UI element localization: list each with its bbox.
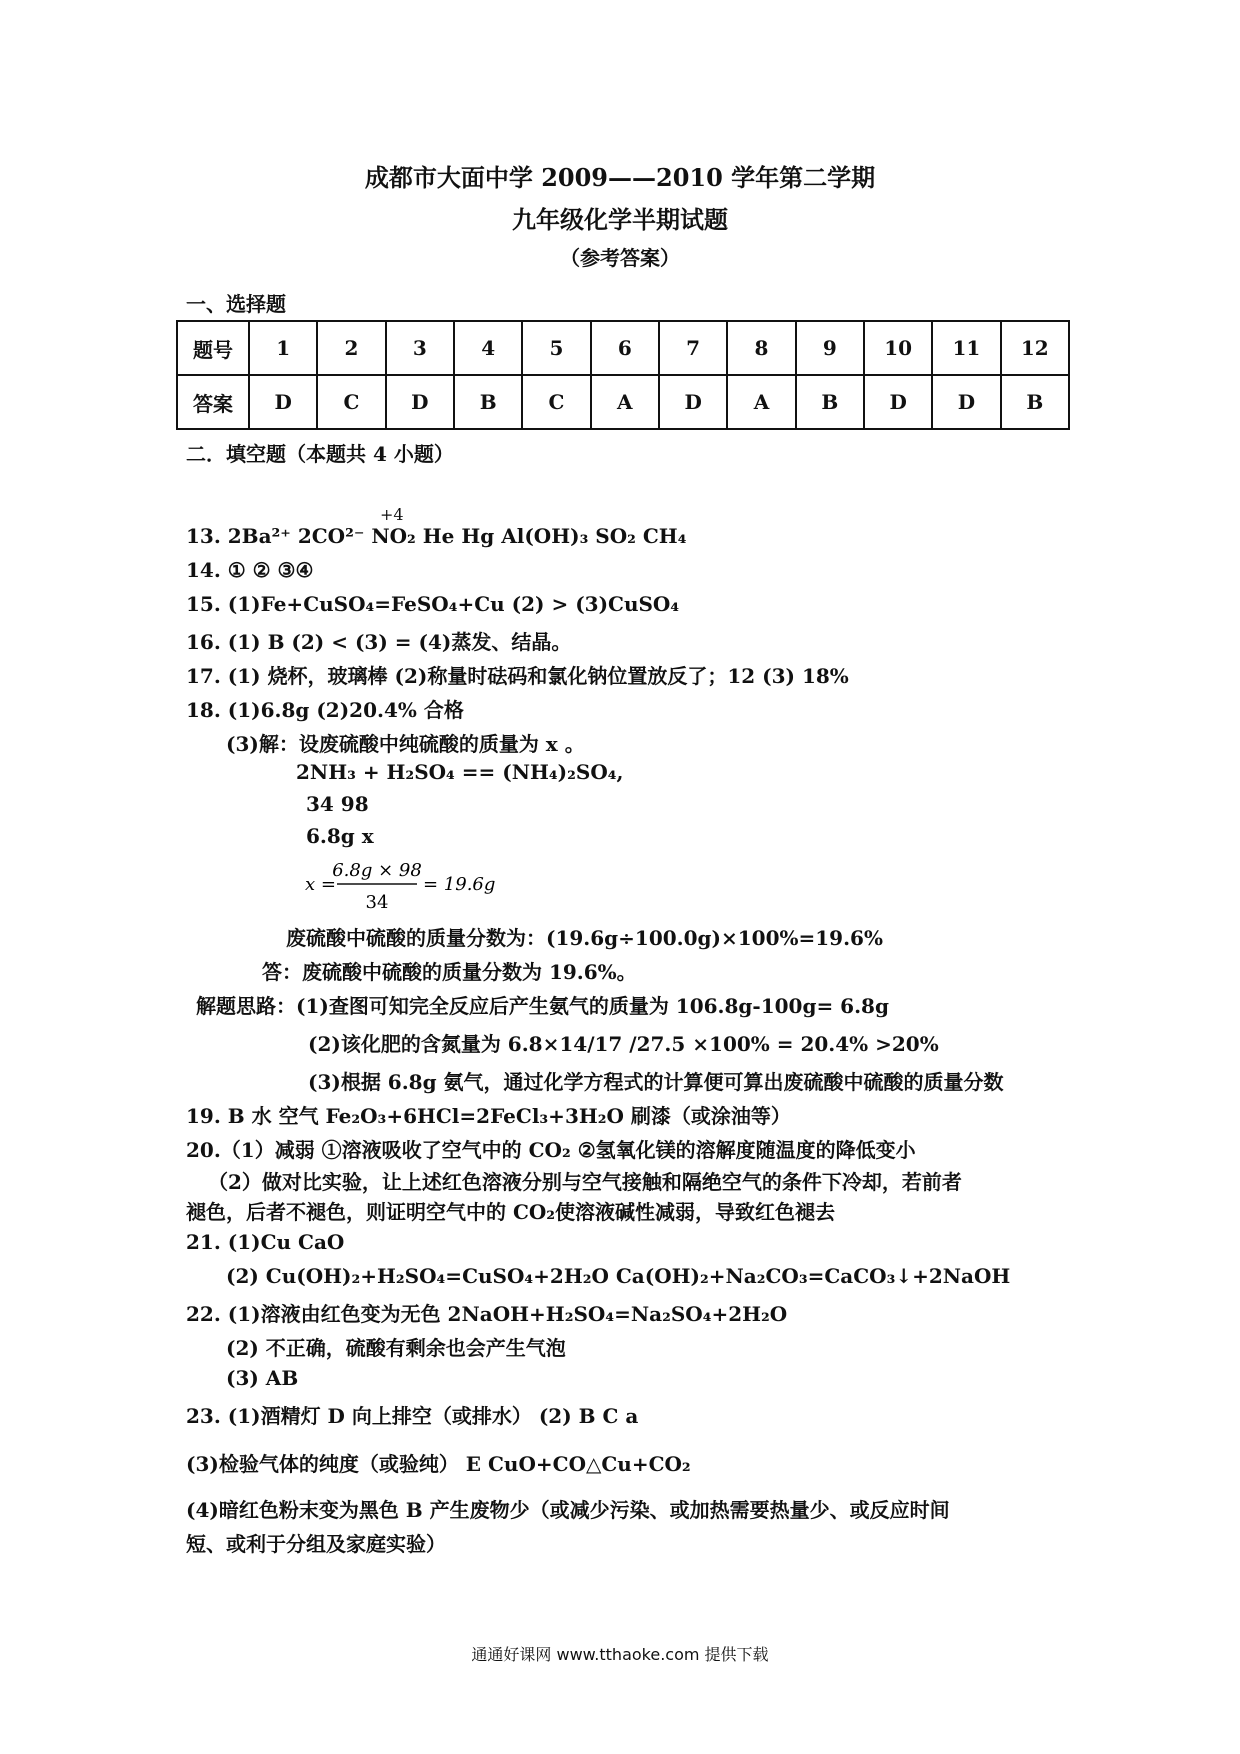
fraction-numerator: 6.8g × 98 bbox=[332, 860, 422, 881]
section-1-heading: 一、选择题 bbox=[186, 292, 286, 316]
title-line-1: 成都市大面中学 2009——2010 学年第二学期 bbox=[364, 163, 876, 192]
answer-table bbox=[176, 320, 1070, 430]
table-cell: C bbox=[522, 375, 590, 429]
table-cell: 10 bbox=[864, 321, 932, 375]
table-row-answers bbox=[177, 375, 1069, 429]
section-2-heading: 二．填空题（本题共 4 小题） bbox=[186, 442, 454, 466]
table-cell: D bbox=[386, 375, 454, 429]
answer-q21-2: (2) Cu(OH)₂+H₂SO₄=CuSO₄+2H₂O Ca(OH)₂+Na₂CO₃=CaCO₃↓+2NaOH bbox=[226, 1264, 1011, 1288]
hint-line-2: (2)该化肥的含氮量为 6.8×14/17 /27.5 ×100% = 20.4% >20% bbox=[308, 1032, 939, 1056]
answer-conclusion: 答：废硫酸中硫酸的质量分数为 19.6%。 bbox=[262, 960, 637, 984]
table-cell: 12 bbox=[1001, 321, 1069, 375]
answer-q20-3: 褪色，后者不褪色，则证明空气中的 CO₂使溶液碱性减弱，导致红色褪去 bbox=[186, 1200, 836, 1224]
table-cell: D bbox=[659, 375, 727, 429]
table-cell: C bbox=[317, 375, 385, 429]
table-row-numbers bbox=[177, 321, 1069, 375]
row-header-answer: 答案 bbox=[177, 375, 249, 429]
table-cell: D bbox=[932, 375, 1000, 429]
table-cell: 3 bbox=[386, 321, 454, 375]
equation-masses: 34 98 bbox=[306, 792, 369, 816]
table-cell: 5 bbox=[522, 321, 590, 375]
fraction-lhs: x = bbox=[305, 874, 336, 895]
hint-line-1: 解题思路：(1)查图可知完全反应后产生氨气的质量为 106.8g-100g= 6.8g bbox=[196, 994, 889, 1018]
mass-fraction-line: 废硫酸中硫酸的质量分数为：(19.6g÷100.0g)×100%=19.6% bbox=[286, 926, 883, 950]
answer-q22-2: (2) 不正确，硫酸有剩余也会产生气泡 bbox=[226, 1336, 566, 1360]
answer-q20-1: 20.（1）减弱 ①溶液吸收了空气中的 CO₂ ②氢氧化镁的溶解度随温度的降低变小 bbox=[186, 1138, 916, 1162]
answer-q13: 13. 2Ba²⁺ 2CO²⁻ NO₂ He Hg Al(OH)₃ SO₂ CH₄ bbox=[186, 524, 687, 548]
table-cell: 9 bbox=[796, 321, 864, 375]
fraction-denominator: 34 bbox=[365, 892, 389, 913]
answer-q22-1: 22. (1)溶液由红色变为无色 2NaOH+H₂SO₄=Na₂SO₄+2H₂O bbox=[186, 1302, 788, 1326]
answer-q18-part3: (3)解：设废硫酸中纯硫酸的质量为 x 。 bbox=[226, 732, 585, 756]
answer-q23-3: (3)检验气体的纯度（或验纯） E CuO+CO△Cu+CO₂ bbox=[186, 1452, 691, 1476]
answer-q23-4a: (4)暗红色粉末变为黑色 B 产生废物少（或减少污染、或加热需要热量少、或反应时间 bbox=[186, 1498, 950, 1522]
table-cell: 11 bbox=[932, 321, 1000, 375]
footer-text: 通通好课网 www.tthaoke.com 提供下载 bbox=[471, 1645, 769, 1664]
equation-values: 6.8g x bbox=[306, 824, 374, 848]
table-cell: A bbox=[727, 375, 795, 429]
table-cell: 6 bbox=[591, 321, 659, 375]
row-header-number: 题号 bbox=[177, 321, 249, 375]
answer-q23-1: 23. (1)酒精灯 D 向上排空（或排水） (2) B C a bbox=[186, 1404, 639, 1428]
table-cell: 8 bbox=[727, 321, 795, 375]
answer-q19: 19. B 水 空气 Fe₂O₃+6HCl=2FeCl₃+3H₂O 刷漆（或涂油等） bbox=[186, 1104, 791, 1128]
table-cell: A bbox=[591, 375, 659, 429]
answer-q14: 14. ① ② ③④ bbox=[186, 558, 314, 582]
answer-q21-1: 21. (1)Cu CaO bbox=[186, 1230, 345, 1254]
answer-q22-3: (3) AB bbox=[226, 1366, 299, 1390]
answer-q18: 18. (1)6.8g (2)20.4% 合格 bbox=[186, 698, 464, 722]
title-line-2: 九年级化学半期试题 bbox=[512, 205, 728, 234]
answer-q17: 17. (1) 烧杯，玻璃棒 (2)称量时砝码和氯化钠位置放反了；12 (3) 18% bbox=[186, 664, 849, 688]
table-cell: B bbox=[1001, 375, 1069, 429]
table-cell: 7 bbox=[659, 321, 727, 375]
fraction-expression bbox=[305, 856, 525, 916]
answer-q16: 16. (1) B (2) < (3) = (4)蒸发、结晶。 bbox=[186, 630, 572, 654]
table-cell: 1 bbox=[249, 321, 317, 375]
table-cell: B bbox=[454, 375, 522, 429]
subtitle: （参考答案） bbox=[560, 246, 680, 270]
table-cell: D bbox=[864, 375, 932, 429]
answer-q20-2: （2）做对比实验，让上述红色溶液分别与空气接触和隔绝空气的条件下冷却，若前者 bbox=[208, 1170, 962, 1194]
table-cell: D bbox=[249, 375, 317, 429]
hint-line-3: (3)根据 6.8g 氨气，通过化学方程式的计算便可算出废硫酸中硫酸的质量分数 bbox=[308, 1070, 1004, 1094]
equation-line: 2NH₃ + H₂SO₄ == (NH₄)₂SO₄, bbox=[296, 760, 624, 784]
oxidation-state-superscript: +4 bbox=[380, 505, 404, 524]
table-cell: 2 bbox=[317, 321, 385, 375]
table-cell: B bbox=[796, 375, 864, 429]
table-cell: 4 bbox=[454, 321, 522, 375]
answer-q15: 15. (1)Fe+CuSO₄=FeSO₄+Cu (2) > (3)CuSO₄ bbox=[186, 592, 680, 616]
answer-q23-4b: 短、或利于分组及家庭实验） bbox=[186, 1532, 446, 1556]
fraction-rhs: = 19.6g bbox=[423, 874, 496, 895]
